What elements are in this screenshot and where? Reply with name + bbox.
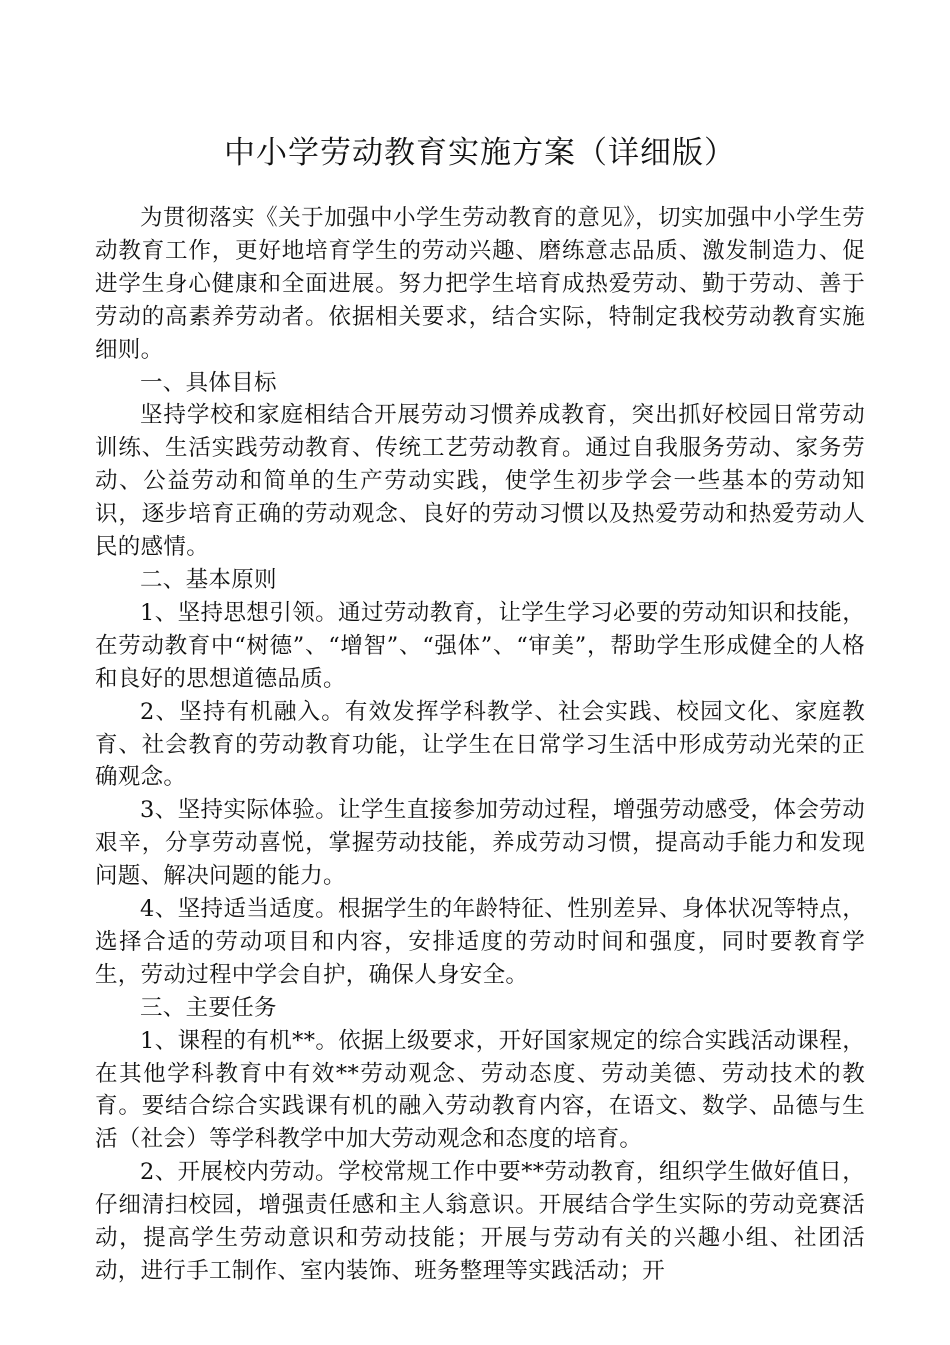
- document-page: [95, 128, 865, 1288]
- task-item: 1、课程的有机**。依据上级要求，开好国家规定的综合实践活动课程，在其他学科教育中有效**劳动观念、劳动态度、劳动美德、劳动技术的教育。要结合综合实践课有机的融入劳动教育内容，在语文、数学、品德与生活（社会）等学科教学中加大劳动观念和态度的培育。: [95, 1027, 865, 1153]
- principle-item: 3、坚持实际体验。让学生直接参加劳动过程，增强劳动感受，体会劳动艰辛，分享劳动喜悦，掌握劳动技能，养成劳动习惯，提高动手能力和发现问题、解决问题的能力。: [95, 797, 865, 890]
- document-title: 中小学劳动教育实施方案（详细版）: [224, 135, 736, 171]
- principle-item: 1、坚持思想引领。通过劳动教育，让学生学习必要的劳动知识和技能，在劳动教育中“树德”、“增智”、“强体”、“审美”，帮助学生形成健全的人格和良好的思想道德品质。: [95, 599, 865, 692]
- principle-item: 2、坚持有机融入。有效发挥学科教学、社会实践、校园文化、家庭教育、社会教育的劳动教育功能，让学生在日常学习生活中形成劳动光荣的正确观念。: [95, 698, 865, 791]
- section-heading-principles: 二、基本原则: [140, 566, 277, 593]
- goals-paragraph: 坚持学校和家庭相结合开展劳动习惯养成教育，突出抓好校园日常劳动训练、生活实践劳动教育、传统工艺劳动教育。通过自我服务劳动、家务劳动、公益劳动和简单的生产劳动实践，使学生初步学会一些基本的劳动知识，逐步培育正确的劳动观念、良好的劳动习惯以及热爱劳动和热爱劳动人民的感情。: [95, 402, 865, 561]
- section-heading-goals: 一、具体目标: [140, 369, 277, 396]
- section-heading-tasks: 三、主要任务: [140, 994, 277, 1021]
- task-item: 2、开展校内劳动。学校常规工作中要**劳动教育，组织学生做好值日，仔细清扫校园，增强责任感和主人翁意识。开展结合学生实际的劳动竞赛活动，提高学生劳动意识和劳动技能；开展与劳动有关的兴趣小组、社团活动，进行手工制作、室内装饰、班务整理等实践活动；开: [95, 1159, 865, 1284]
- intro-paragraph: 为贯彻落实《关于加强中小学生劳动教育的意见》，切实加强中小学生劳动教育工作，更好地培育学生的劳动兴趣、磨练意志品质、激发制造力、促进学生身心健康和全面进展。努力把学生培育成热爱劳动、勤于劳动、善于劳动的高素养劳动者。依据相关要求，结合实际，特制定我校劳动教育实施细则。: [95, 205, 865, 363]
- principle-item: 4、坚持适当适度。根据学生的年龄特征、性别差异、身体状况等特点，选择合适的劳动项目和内容，安排适度的劳动时间和强度，同时要教育学生，劳动过程中学会自护，确保人身安全。: [95, 896, 865, 988]
